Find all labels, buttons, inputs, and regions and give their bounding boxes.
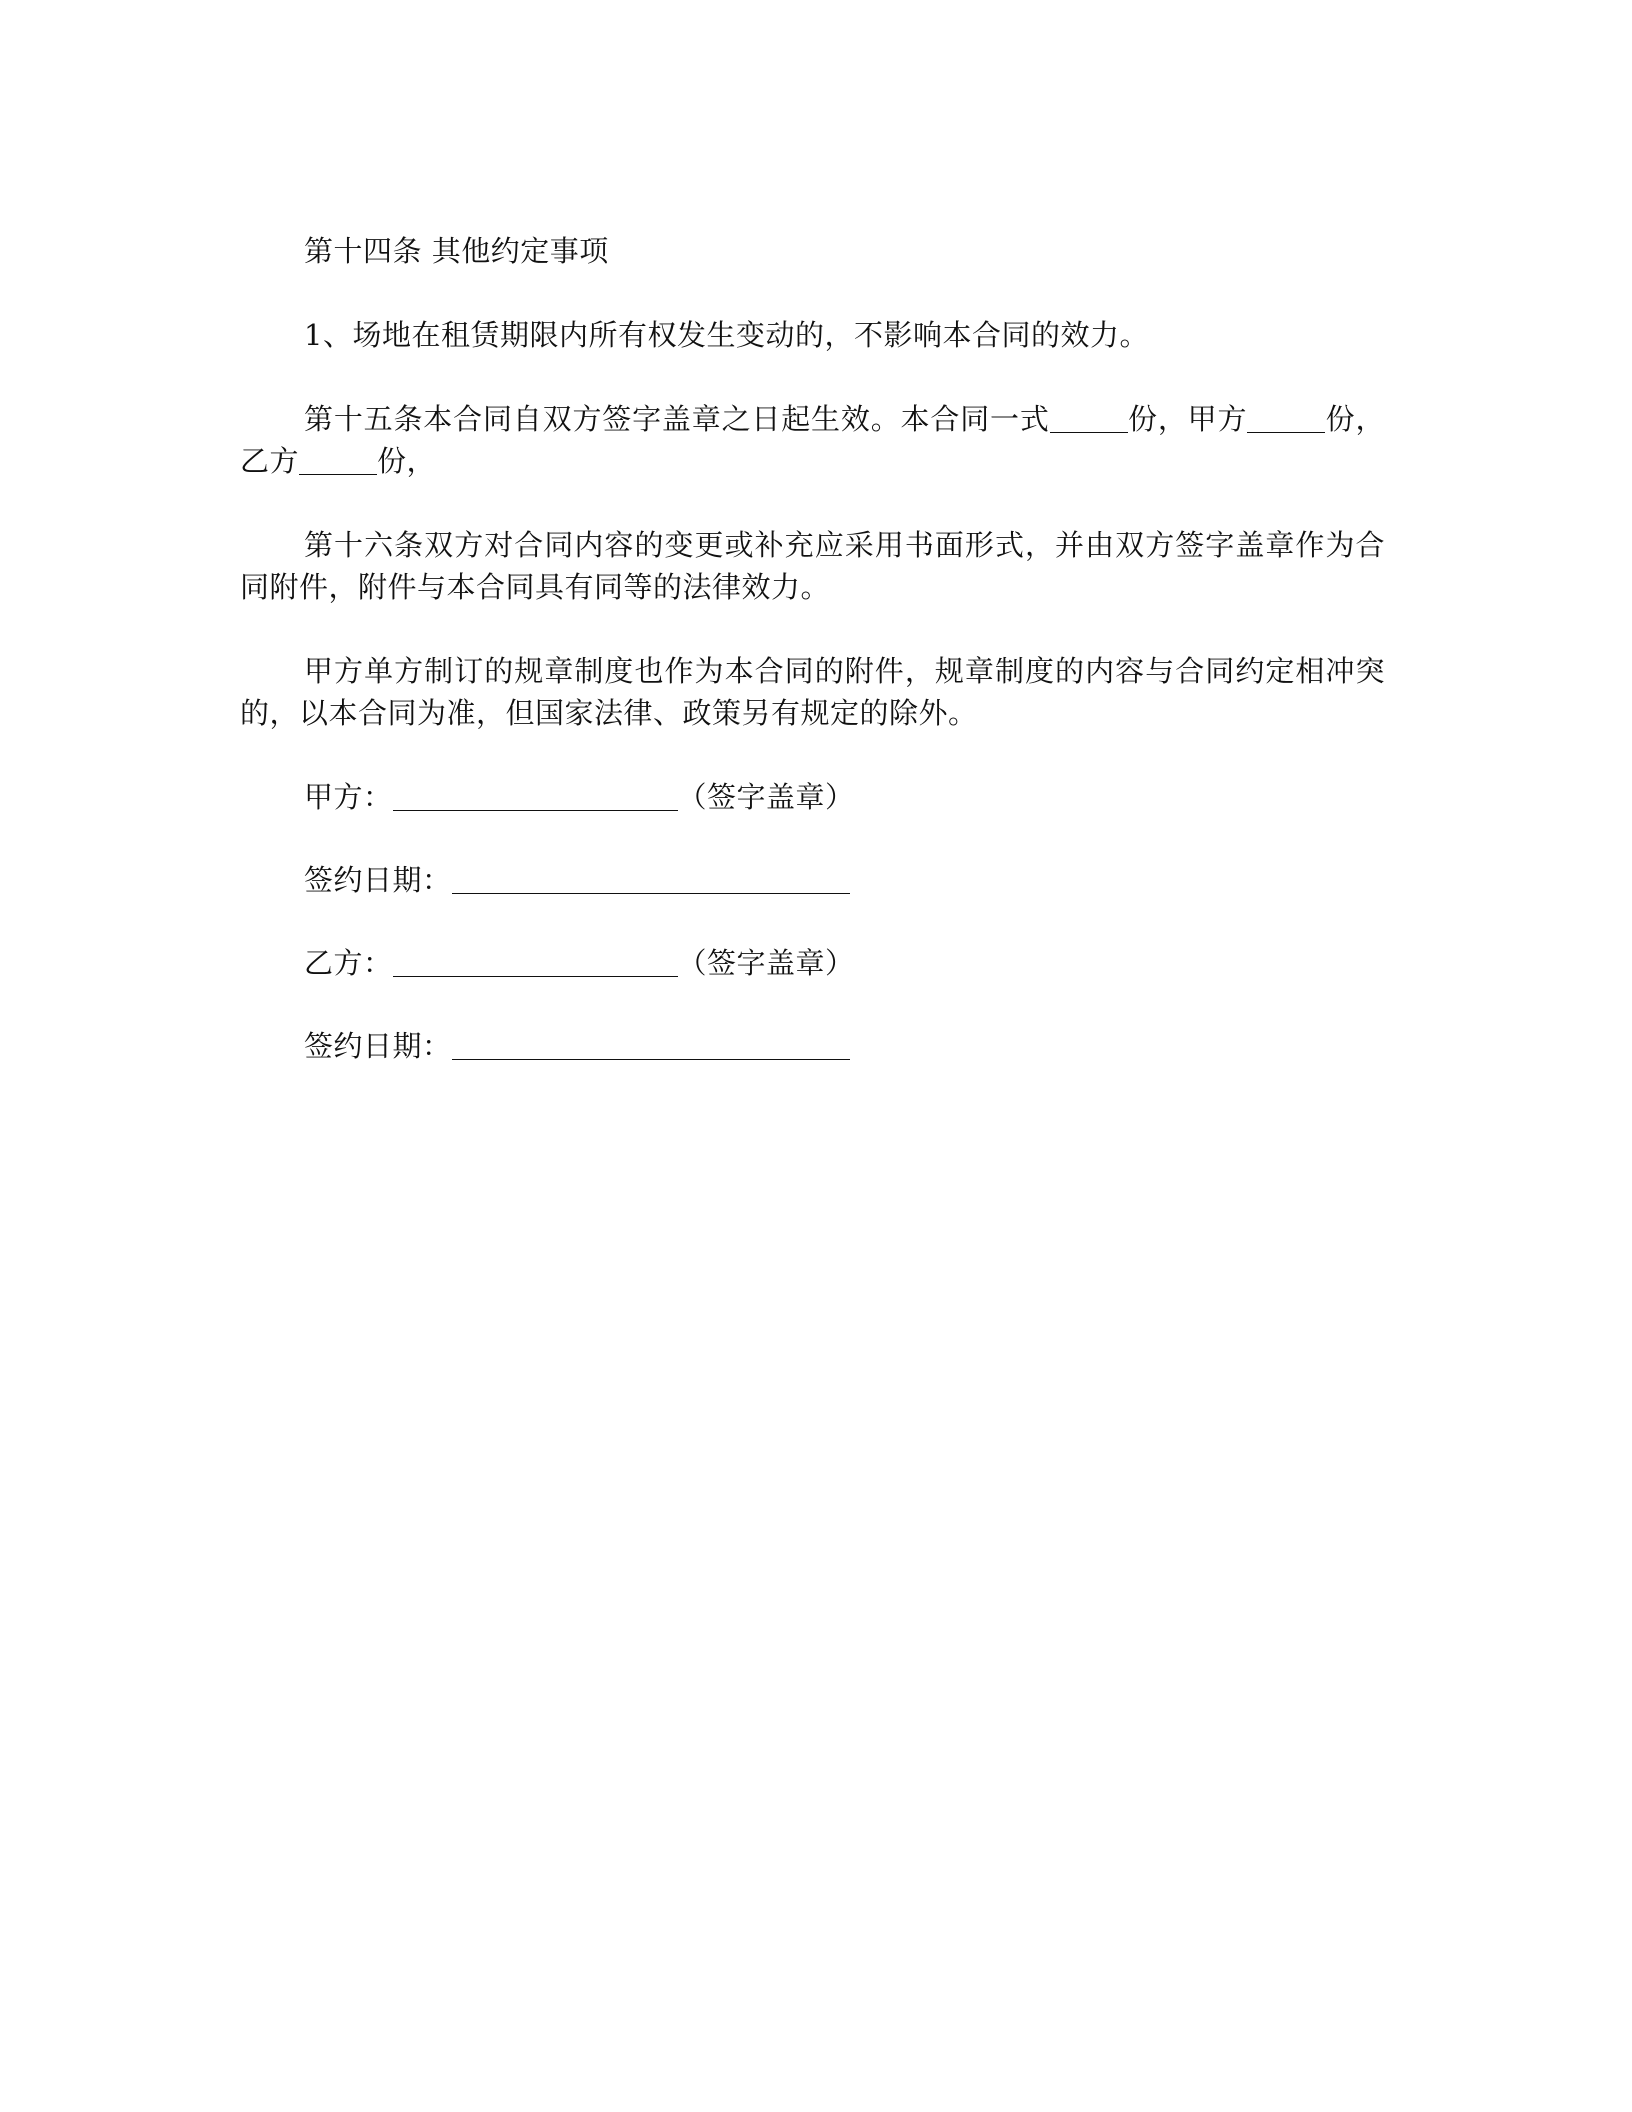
party-b-label: 乙方： <box>304 946 393 980</box>
date-a-label: 签约日期： <box>304 863 452 897</box>
article-14-item-1: 1、场地在租赁期限内所有权发生变动的，不影响本合同的效力。 <box>304 318 1149 352</box>
article-14-heading: 第十四条 其他约定事项 <box>304 234 609 268</box>
copies-total-blank <box>1050 402 1128 433</box>
party-a-label: 甲方： <box>304 780 393 814</box>
copies-party-a-blank <box>1247 402 1325 433</box>
party-a-suffix: （签字盖章） <box>677 780 855 814</box>
date-b-label: 签约日期： <box>304 1029 452 1063</box>
date-b-blank <box>452 1029 850 1060</box>
rules-paragraph: 甲方单方制订的规章制度也作为本合同的附件，规章制度的内容与合同约定相冲突的，以本合同为准，但国家法律、政策另有规定的除外。 <box>240 654 1385 730</box>
party-a-signature-line <box>240 776 1385 818</box>
party-a-date-line <box>240 859 1385 901</box>
article-15-text-2: 份，甲方 <box>1127 402 1248 436</box>
party-a-signature-blank <box>393 780 678 811</box>
article-15-text-1: 第十五条本合同自双方签字盖章之日起生效。本合同一式 <box>304 402 1050 436</box>
article-15-text-4: 份， <box>377 444 437 478</box>
article-15-text-3: 份，乙方 <box>240 402 1385 478</box>
party-b-signature-line <box>240 942 1385 984</box>
article-16-paragraph: 第十六条双方对合同内容的变更或补充应采用书面形式，并由双方签字盖章作为合同附件，附件与本合同具有同等的法律效力。 <box>240 528 1385 604</box>
party-b-suffix: （签字盖章） <box>677 946 855 980</box>
article-15-paragraph <box>240 398 1385 482</box>
contract-page <box>240 230 1385 1108</box>
party-b-date-line <box>240 1025 1385 1067</box>
party-b-signature-blank <box>393 946 678 977</box>
date-a-blank <box>452 863 850 894</box>
copies-party-b-blank <box>299 444 377 475</box>
